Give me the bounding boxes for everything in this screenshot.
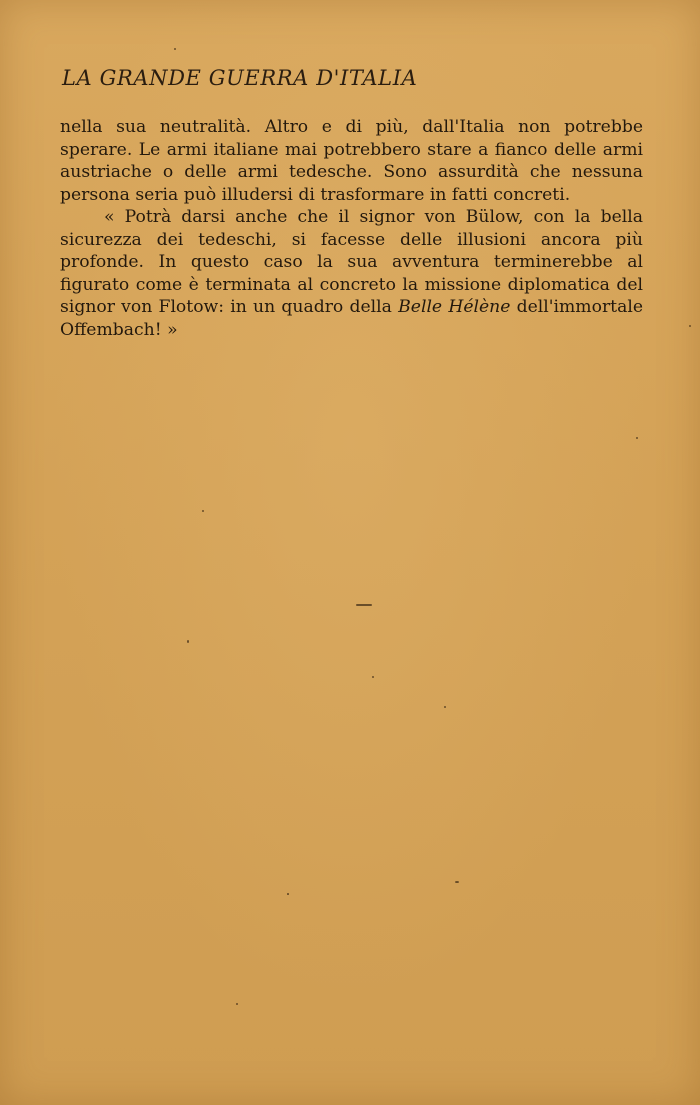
paper-speck [287, 893, 289, 895]
paper-speck [236, 1003, 238, 1005]
paper-speck [187, 640, 189, 643]
paper-speck [174, 48, 176, 50]
paper-speck [356, 604, 372, 606]
paper-speck [444, 706, 446, 708]
paragraph-2 [60, 206, 643, 341]
paper-speck [455, 881, 459, 883]
paper-speck [636, 437, 638, 439]
paper-speck [202, 510, 204, 512]
paragraph-1: nella sua neutralità. Altro e di più, dall'Italia non potrebbe sperare. Le armi italiane mai potrebbero stare a fianco delle armi austriache o delle armi tedesche. Sono assurdità che nessuna persona seria può illudersi di trasformare in fatti concreti. [60, 117, 643, 205]
paragraph-2-text-before: « Potrà darsi anche che il signor von Bülow, con la bella sicurezza dei tedeschi, si facesse delle illusioni ancora più profonde. In questo caso la sua avventura terminerebbe al figurato come è terminata al concreto la missione diplomatica del signor von Flotow: in un quadro della [60, 207, 643, 317]
running-head: LA GRANDE GUERRA D'ITALIA [62, 66, 418, 90]
paper-speck [689, 325, 691, 327]
body-text [60, 116, 643, 341]
paragraph-2-text-after: dell'immortale Offembach! » [60, 297, 643, 340]
paper-speck [372, 676, 374, 678]
italic-title: Belle Hélène [398, 297, 511, 317]
